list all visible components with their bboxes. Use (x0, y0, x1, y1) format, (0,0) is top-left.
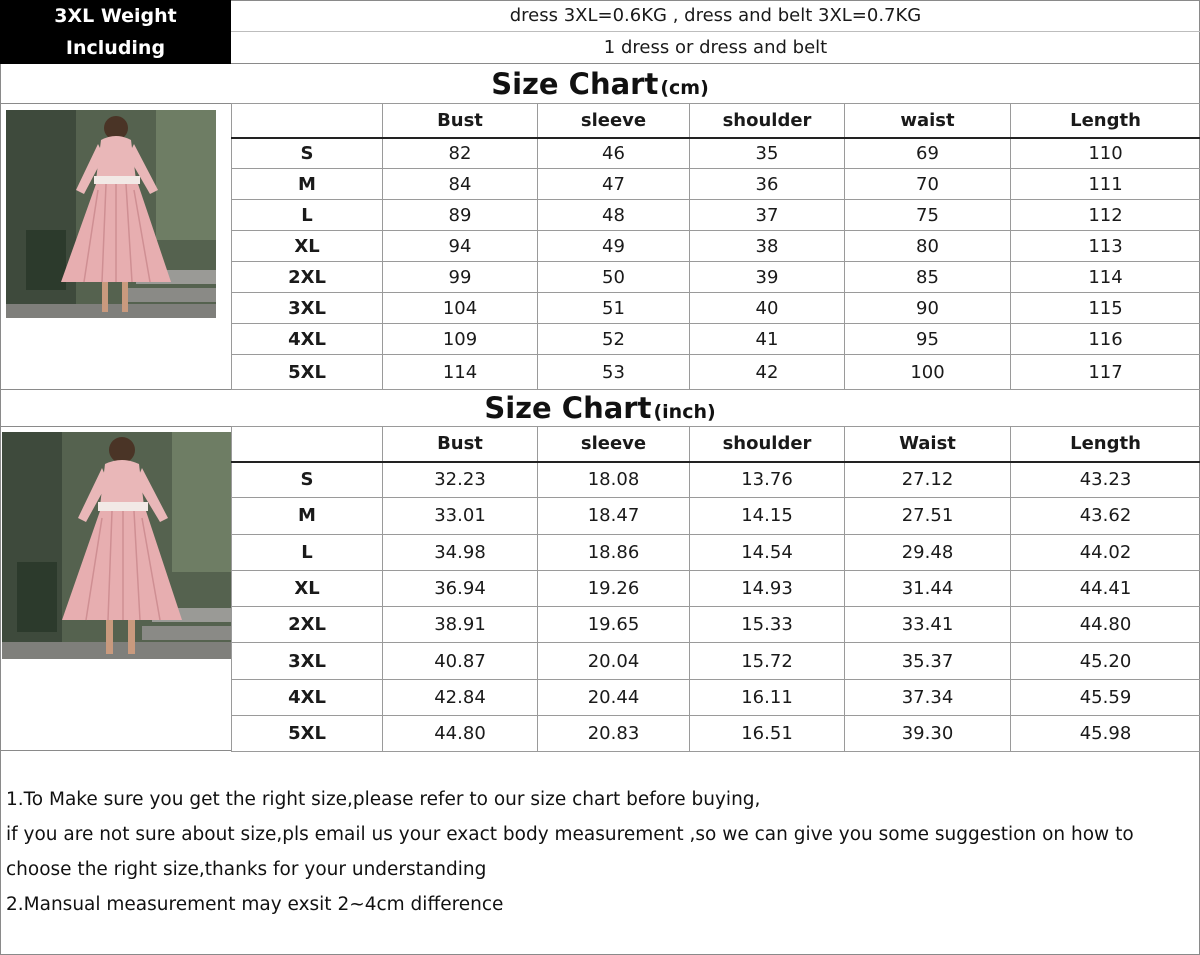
cm-row-2xl (232, 262, 1200, 293)
inch-measurement-cell: 27.12 (845, 462, 1011, 498)
inch-header-waist: Waist (845, 427, 1011, 462)
cm-measurement-cell: 89 (383, 200, 538, 231)
inch-chart-unit: (inch) (653, 400, 716, 423)
cm-row-xl (232, 231, 1200, 262)
cm-size-label: 4XL (232, 324, 383, 355)
cm-measurement-cell: 49 (538, 231, 690, 262)
cm-size-table (231, 103, 1200, 390)
inch-measurement-cell: 44.80 (383, 716, 538, 752)
cm-measurement-cell: 53 (538, 355, 690, 390)
inch-row-l (232, 534, 1200, 570)
inch-measurement-cell: 40.87 (383, 643, 538, 679)
inch-measurement-cell: 31.44 (845, 570, 1011, 606)
cm-row-l (232, 200, 1200, 231)
note-line-4: 2.Mansual measurement may exsit 2~4cm difference (6, 894, 504, 915)
cm-header-bust: Bust (383, 104, 538, 138)
cm-measurement-cell: 85 (845, 262, 1011, 293)
cm-size-label: 2XL (232, 262, 383, 293)
inch-row-4xl (232, 679, 1200, 715)
weight-label (0, 0, 231, 64)
inch-measurement-cell: 38.91 (383, 607, 538, 643)
inch-header-sleeve: sleeve (538, 427, 690, 462)
inch-measurement-cell: 16.11 (690, 679, 845, 715)
cm-measurement-cell: 35 (690, 138, 845, 169)
inch-size-label: XL (232, 570, 383, 606)
cm-measurement-cell: 112 (1011, 200, 1200, 231)
cm-measurement-cell: 100 (845, 355, 1011, 390)
inch-measurement-cell: 19.65 (538, 607, 690, 643)
cm-chart-unit: (cm) (660, 76, 709, 99)
inch-chart-title (0, 389, 1200, 427)
cm-measurement-cell: 90 (845, 293, 1011, 324)
inch-measurement-cell: 43.62 (1011, 498, 1200, 534)
inch-size-label: 2XL (232, 607, 383, 643)
inch-measurement-cell: 35.37 (845, 643, 1011, 679)
cm-header-shoulder: shoulder (690, 104, 845, 138)
inch-size-label: 5XL (232, 716, 383, 752)
cm-measurement-cell: 38 (690, 231, 845, 262)
cm-measurement-cell: 114 (1011, 262, 1200, 293)
dress-photo-cm (6, 110, 216, 318)
inch-measurement-cell: 13.76 (690, 462, 845, 498)
note-line-3: choose the right size,thanks for your understanding (6, 859, 487, 880)
cm-header-row (232, 104, 1200, 138)
inch-size-label: L (232, 534, 383, 570)
weight-label-line1: 3XL Weight (54, 5, 177, 27)
cm-measurement-cell: 48 (538, 200, 690, 231)
cm-measurement-cell: 46 (538, 138, 690, 169)
inch-measurement-cell: 44.41 (1011, 570, 1200, 606)
inch-row-3xl (232, 643, 1200, 679)
inch-table-body (232, 462, 1200, 752)
inch-measurement-cell: 33.41 (845, 607, 1011, 643)
cm-measurement-cell: 39 (690, 262, 845, 293)
cm-size-label: 5XL (232, 355, 383, 390)
inch-measurement-cell: 20.04 (538, 643, 690, 679)
cm-measurement-cell: 113 (1011, 231, 1200, 262)
cm-header-waist: waist (845, 104, 1011, 138)
cm-row-5xl (232, 355, 1200, 390)
cm-chart-title-text: Size Chart (491, 66, 659, 101)
inch-measurement-cell: 18.08 (538, 462, 690, 498)
inch-header-row (232, 427, 1200, 462)
inch-row-2xl (232, 607, 1200, 643)
inch-measurement-cell: 45.20 (1011, 643, 1200, 679)
inch-measurement-cell: 18.47 (538, 498, 690, 534)
cm-measurement-cell: 110 (1011, 138, 1200, 169)
inch-measurement-cell: 20.44 (538, 679, 690, 715)
inch-measurement-cell: 20.83 (538, 716, 690, 752)
cm-measurement-cell: 69 (845, 138, 1011, 169)
cm-table-body (232, 138, 1200, 390)
inch-measurement-cell: 34.98 (383, 534, 538, 570)
inch-measurement-cell: 14.15 (690, 498, 845, 534)
inch-measurement-cell: 44.02 (1011, 534, 1200, 570)
cm-row-4xl (232, 324, 1200, 355)
cm-size-label: L (232, 200, 383, 231)
cm-measurement-cell: 95 (845, 324, 1011, 355)
inch-measurement-cell: 27.51 (845, 498, 1011, 534)
inch-header-shoulder: shoulder (690, 427, 845, 462)
inch-measurement-cell: 19.26 (538, 570, 690, 606)
inch-measurement-cell: 32.23 (383, 462, 538, 498)
inch-measurement-cell: 33.01 (383, 498, 538, 534)
cm-measurement-cell: 47 (538, 169, 690, 200)
inch-measurement-cell: 29.48 (845, 534, 1011, 570)
inch-size-label: 4XL (232, 679, 383, 715)
inch-measurement-cell: 15.33 (690, 607, 845, 643)
cm-measurement-cell: 37 (690, 200, 845, 231)
cm-measurement-cell: 114 (383, 355, 538, 390)
weight-info-row: dress 3XL=0.6KG , dress and belt 3XL=0.7KG (231, 0, 1200, 32)
cm-measurement-cell: 80 (845, 231, 1011, 262)
cm-measurement-cell: 116 (1011, 324, 1200, 355)
cm-header-sleeve: sleeve (538, 104, 690, 138)
inch-size-table (231, 426, 1200, 752)
weight-label-line2: Including (65, 37, 166, 59)
cm-measurement-cell: 82 (383, 138, 538, 169)
cm-header-size (232, 104, 383, 138)
cm-row-3xl (232, 293, 1200, 324)
inch-measurement-cell: 45.98 (1011, 716, 1200, 752)
note-line-1: 1.To Make sure you get the right size,please refer to our size chart before buying, (6, 789, 761, 810)
cm-measurement-cell: 104 (383, 293, 538, 324)
size-notes (6, 782, 1186, 922)
inch-row-s (232, 462, 1200, 498)
inch-measurement-cell: 16.51 (690, 716, 845, 752)
cm-measurement-cell: 42 (690, 355, 845, 390)
cm-size-label: M (232, 169, 383, 200)
dress-photo-inch (2, 432, 231, 659)
cm-size-label: S (232, 138, 383, 169)
cm-size-label: XL (232, 231, 383, 262)
inch-measurement-cell: 45.59 (1011, 679, 1200, 715)
inch-header-size (232, 427, 383, 462)
cm-measurement-cell: 111 (1011, 169, 1200, 200)
inch-chart-title-text: Size Chart (484, 390, 652, 425)
cm-measurement-cell: 51 (538, 293, 690, 324)
inch-size-label: M (232, 498, 383, 534)
cm-measurement-cell: 75 (845, 200, 1011, 231)
inch-row-5xl (232, 716, 1200, 752)
cm-measurement-cell: 40 (690, 293, 845, 324)
cm-size-label: 3XL (232, 293, 383, 324)
note-line-2: if you are not sure about size,pls email us your exact body measurement ,so we can give you some suggestion on how to (6, 824, 1134, 845)
inch-size-label: 3XL (232, 643, 383, 679)
inch-header-length: Length (1011, 427, 1200, 462)
inch-measurement-cell: 43.23 (1011, 462, 1200, 498)
inch-measurement-cell: 37.34 (845, 679, 1011, 715)
inch-measurement-cell: 36.94 (383, 570, 538, 606)
inch-size-label: S (232, 462, 383, 498)
inch-row-xl (232, 570, 1200, 606)
cm-measurement-cell: 36 (690, 169, 845, 200)
cm-measurement-cell: 109 (383, 324, 538, 355)
cm-header-length: Length (1011, 104, 1200, 138)
cm-row-m (232, 169, 1200, 200)
cm-measurement-cell: 99 (383, 262, 538, 293)
cm-measurement-cell: 84 (383, 169, 538, 200)
cm-chart-title (0, 64, 1200, 104)
cm-measurement-cell: 115 (1011, 293, 1200, 324)
inch-measurement-cell: 42.84 (383, 679, 538, 715)
inch-measurement-cell: 14.54 (690, 534, 845, 570)
cm-measurement-cell: 50 (538, 262, 690, 293)
inch-measurement-cell: 44.80 (1011, 607, 1200, 643)
cm-measurement-cell: 94 (383, 231, 538, 262)
inch-measurement-cell: 39.30 (845, 716, 1011, 752)
inch-row-m (232, 498, 1200, 534)
inch-measurement-cell: 14.93 (690, 570, 845, 606)
cm-measurement-cell: 41 (690, 324, 845, 355)
inch-measurement-cell: 18.86 (538, 534, 690, 570)
cm-measurement-cell: 52 (538, 324, 690, 355)
cm-measurement-cell: 70 (845, 169, 1011, 200)
inch-measurement-cell: 15.72 (690, 643, 845, 679)
inch-header-bust: Bust (383, 427, 538, 462)
cm-row-s (232, 138, 1200, 169)
cm-measurement-cell: 117 (1011, 355, 1200, 390)
package-info-row: 1 dress or dress and belt (231, 32, 1200, 64)
